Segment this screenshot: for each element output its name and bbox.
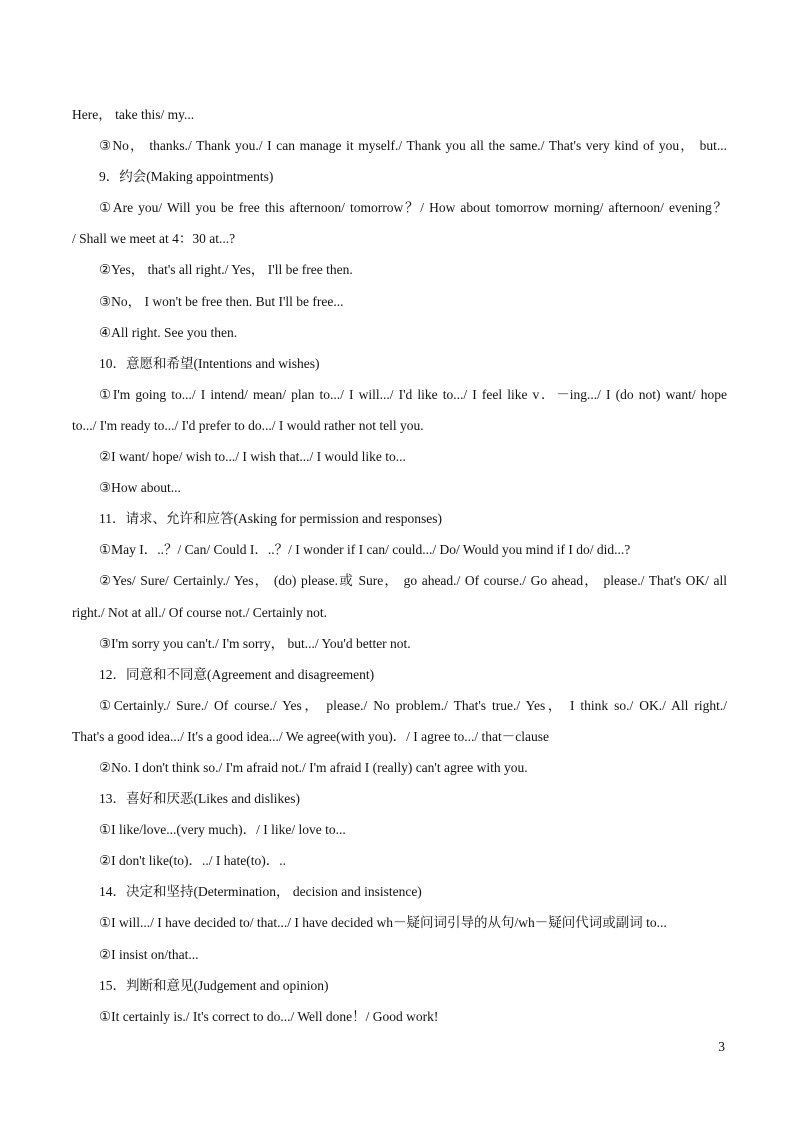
text-line: ②I want/ hope/ wish to.../ I wish that.../ I would like to...	[99, 449, 406, 465]
text-line: ②Yes/ Sure/ Certainly./ Yes， (do) please.或 Sure， go ahead./ Of course./ Go ahead， please./ That's OK/ all	[99, 573, 727, 589]
text-line: ②No. I don't think so./ I'm afraid not./ I'm afraid I (really) can't agree with you.	[99, 759, 528, 775]
text-line: 13．喜好和厌恶(Likes and dislikes)	[99, 791, 300, 807]
text-line: 15．判断和意见(Judgement and opinion)	[99, 977, 329, 993]
text-line: ①I'm going to.../ I intend/ mean/ plan to.../ I will.../ I'd like to.../ I feel like v．－ing.../ I (do not) want/ hope	[99, 386, 727, 402]
text-line: 14．决定和坚持(Determination， decision and insistence)	[99, 884, 422, 900]
text-line: 12．同意和不同意(Agreement and disagreement)	[99, 666, 375, 682]
text-line: ①I like/love...(very much)．/ I like/ love to...	[99, 822, 346, 838]
page-number: 3	[718, 1039, 725, 1054]
text-line: right./ Not at all./ Of course not./ Certainly not.	[72, 604, 327, 620]
text-line: ②I insist on/that...	[99, 946, 199, 962]
text-line: ②Yes， that's all right./ Yes， I'll be free then.	[99, 262, 353, 278]
text-line: ③How about...	[99, 480, 181, 496]
text-line: That's a good idea.../ It's a good idea.../ We agree(with you)．/ I agree to.../ that－clause	[72, 728, 550, 744]
text-line: ①Certainly./ Sure./ Of course./ Yes， please./ No problem./ That's true./ Yes， I think so./ OK./ All right./	[99, 697, 727, 713]
text-line: ③No， I won't be free then. But I'll be free...	[99, 293, 344, 309]
text-line: ②I don't like(to)．../ I hate(to)．..	[99, 853, 286, 869]
text-line: 10．意愿和希望(Intentions and wishes)	[99, 355, 320, 371]
document-body	[72, 99, 727, 1032]
text-line: to.../ I'm ready to.../ I'd prefer to do.../ I would rather not tell you.	[72, 417, 424, 433]
text-line: 11．请求、允许和应答(Asking for permission and responses)	[99, 511, 442, 527]
text-line: ③I'm sorry you can't./ I'm sorry， but.../ You'd better not.	[99, 635, 411, 651]
text-line: / Shall we meet at 4：30 at...?	[72, 231, 236, 247]
text-line: ①Are you/ Will you be free this afternoon/ tomorrow？/ How about tomorrow morning/ afternoon/ evening？	[99, 200, 727, 216]
text-line: ①May I．..？/ Can/ Could I．..？/ I wonder if I can/ could.../ Do/ Would you mind if I do/ did...?	[99, 542, 631, 558]
text-line: ①I will.../ I have decided to/ that.../ I have decided wh－疑问词引导的从句/wh－疑问代词或副词 to...	[99, 915, 667, 931]
text-line: ④All right. See you then.	[99, 324, 238, 340]
text-line: ③No， thanks./ Thank you./ I can manage it myself./ Thank you all the same./ That's very kind of you， but...	[99, 138, 727, 154]
text-line: Here， take this/ my...	[72, 107, 195, 122]
text-line: 9．约会(Making appointments)	[99, 169, 274, 185]
text-line: ①It certainly is./ It's correct to do.../ Well done！/ Good work!	[99, 1008, 439, 1024]
